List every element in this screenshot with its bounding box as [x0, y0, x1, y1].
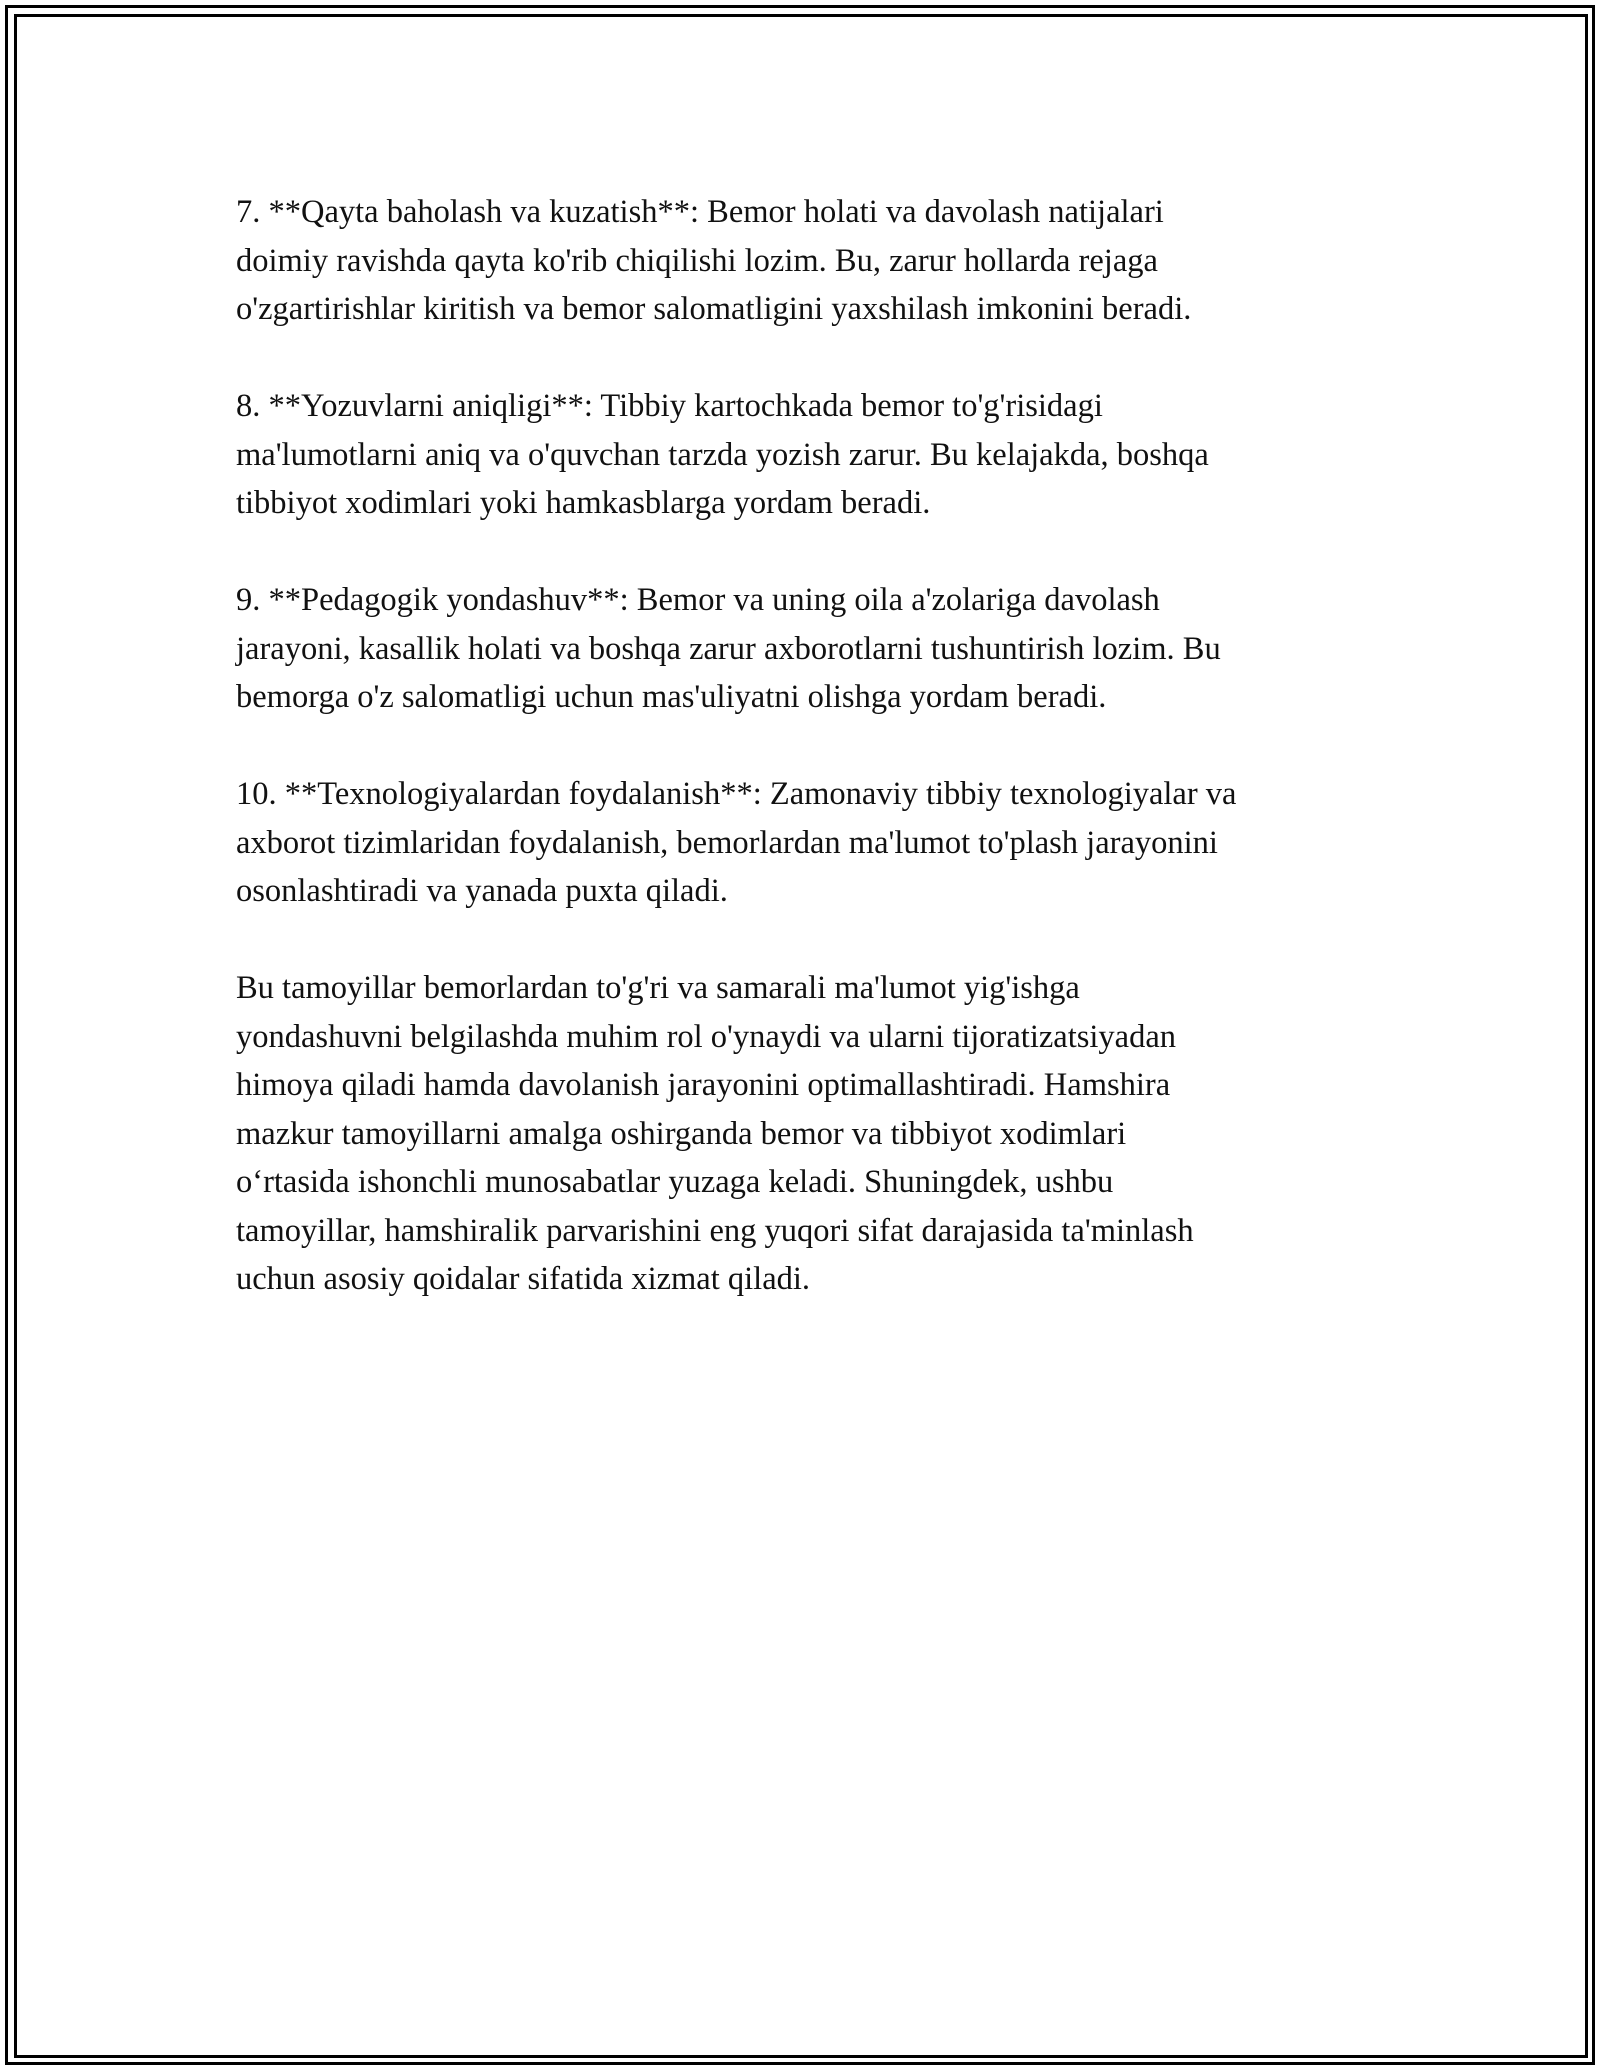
document-body [236, 188, 1386, 1304]
paragraph-item-7: 7. **Qayta baholash va kuzatish**: Bemor holati va davolash natijalari doimiy ravishda qayta ko'rib chiqilishi lozim. Bu, zarur hollarda rejaga o'zgartirishlar kiritish va bemor salomatligini yaxshilash imkonini beradi. [236, 194, 1192, 327]
paragraph-item-8: 8. **Yozuvlarni aniqligi**: Tibbiy kartochkada bemor to'g'risidagi ma'lumotlarni aniq va o'quvchan tarzda yozish zarur. Bu kelajakda, boshqa tibbiyot xodimlari yoki hamkasblarga yordam beradi. [236, 388, 1209, 521]
paragraph-item-10: 10. **Texnologiyalardan foydalanish**: Zamonaviy tibbiy texnologiyalar va axborot tizimlaridan foydalanish, bemorlardan ma'lumot to'plash jarayonini osonlashtiradi va yanada puxta qiladi. [236, 776, 1237, 909]
paragraph-item-9: 9. **Pedagogik yondashuv**: Bemor va uning oila a'zolariga davolash jarayoni, kasallik holati va boshqa zarur axborotlarni tushuntirish lozim. Bu bemorga o'z salomatligi uchun mas'uliyatni olishga yordam beradi. [236, 582, 1221, 715]
paragraph-conclusion: Bu tamoyillar bemorlardan to'g'ri va samarali ma'lumot yig'ishga yondashuvni belgilashda muhim rol o'ynaydi va ularni tijoratizatsiyadan himoya qiladi hamda davolanish jarayonini optimallashtiradi. Hamshira mazkur tamoyillarni amalga oshirganda bemor va tibbiyot xodimlari o‘rtasida ishonchli munosabatlar yuzaga keladi. Shuningdek, ushbu tamoyillar, hamshiralik parvarishini eng yuqori sifat darajasida ta'minlash uchun asosiy qoidalar sifatida xizmat qiladi. [236, 970, 1194, 1297]
